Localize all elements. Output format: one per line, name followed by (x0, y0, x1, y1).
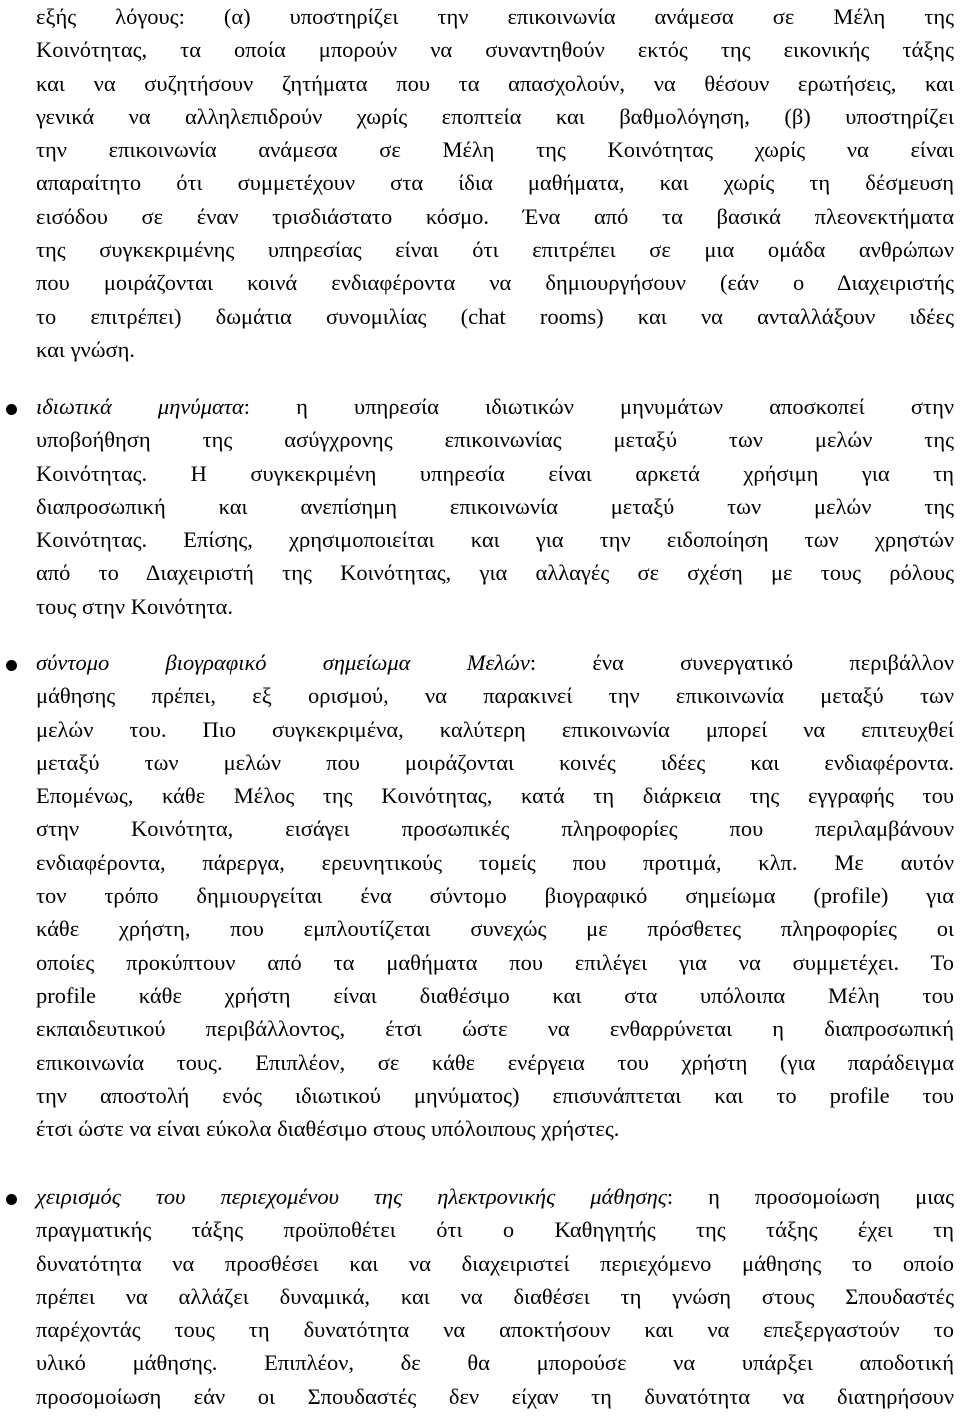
text-line: κάθε χρήστη, που εμπλουτίζεται συνεχώς με πρόσθετες πληροφορίες οι (36, 916, 954, 942)
item-heading: σύντομο βιογραφικό σημείωμα Μελών (36, 650, 530, 675)
text-line: που μοιράζονται κοινά ενδιαφέροντα να δημιουργήσουν (εάν ο Διαχειριστής (36, 270, 954, 296)
text-line: έτσι ώστε να είναι εύκολα διαθέσιμο στους υπόλοιπους χρήστες. (36, 1116, 620, 1142)
text-line: πραγματικής τάξης προϋποθέτει ότι ο Καθηγητής της τάξης έχει τη (36, 1217, 954, 1243)
text-line: και γνώση. (36, 336, 136, 362)
text-line: εισόδου σε έναν τρισδιάστατο κόσμο. Ένα από τα βασικά πλεονεκτήματα (36, 203, 954, 229)
item-heading-rest: : η προσομοίωση μιας (666, 1184, 955, 1209)
text-line: Κοινότητας, τα οποία μπορούν να συναντηθούν εκτός της εικονικής τάξης (36, 37, 954, 63)
text-line: απαραίτητο ότι συμμετέχουν στα ίδια μαθήματα, και χωρίς τη δέσμευση (36, 170, 954, 196)
text-line: από το Διαχειριστή της Κοινότητας, για αλλαγές σε σχέση με τους ρόλους (36, 560, 954, 586)
text-line: υλικό μάθησης. Επιπλέον, δε θα μπορούσε να υπάρξει αποδοτική (36, 1350, 954, 1376)
text-line: Κοινότητας. Επίσης, χρησιμοποιείται και για την ειδοποίηση των χρηστών (36, 527, 954, 553)
item-heading: χειρισμός του περιεχομένου της ηλεκτρονικής μάθησης (36, 1184, 667, 1209)
item-heading: ιδιωτικά μηνύματα (36, 394, 244, 419)
bullet-icon (6, 660, 17, 671)
text-line: τους στην Κοινότητα. (36, 593, 233, 619)
text-line: διαπροσωπική και ανεπίσημη επικοινωνία μεταξύ των μελών της (36, 493, 954, 519)
text-line: Επομένως, κάθε Μέλος της Κοινότητας, κατά τη διάρκεια της εγγραφής του (36, 783, 954, 809)
text-line: την επικοινωνία ανάμεσα σε Μέλη της Κοινότητας χωρίς να είναι (36, 137, 954, 163)
text-line: υποβοήθηση της ασύγχρονης επικοινωνίας μεταξύ των μελών της (36, 427, 954, 453)
text-line: πρέπει να αλλάζει δυναμικά, και να διαθέσει τη γνώση στους Σπουδαστές (36, 1283, 954, 1309)
text-line: γενικά να αλληλεπιδρούν χωρίς εποπτεία και βαθμολόγηση, (β) υποστηρίζει (36, 103, 954, 129)
text-line (36, 646, 954, 679)
text-line: εξής λόγους: (α) υποστηρίζει την επικοινωνία ανάμεσα σε Μέλη της (36, 4, 954, 29)
text-line: στην Κοινότητα, εισάγει προσωπικές πληροφορίες που περιλαμβάνουν (36, 816, 954, 842)
text-line: ενδιαφέροντα, πάρεργα, ερευνητικούς τομείς που προτιμά, κλπ. Με αυτόν (36, 849, 954, 875)
text-line: την αποστολή ενός ιδιωτικού μηνύματος) επισυνάπτεται και το profile του (36, 1082, 954, 1108)
text-line: μελών του. Πιο συγκεκριμένα, καλύτερη επικοινωνία μπορεί να επιτευχθεί (36, 716, 954, 742)
text-line: επικοινωνία τους. Επιπλέον, σε κάθε ενέργεια του χρήστη (για παράδειγμα (36, 1049, 954, 1075)
list-item-member-profile (36, 646, 954, 1145)
intro-paragraph (36, 0, 954, 366)
list-item-private-messages (36, 390, 954, 623)
text-line: μάθησης πρέπει, εξ ορισμού, να παρακινεί την επικοινωνία μεταξύ των (36, 683, 954, 709)
text-line: μεταξύ των μελών που μοιράζονται κοινές ιδέες και ενδιαφέροντα. (36, 749, 954, 775)
text-line: δυνατότητα να προσθέσει και να διαχειριστεί περιεχόμενο μάθησης το οποίο (36, 1250, 954, 1276)
text-line (36, 390, 954, 423)
text-line: και να συζητήσουν ζητήματα που τα απασχολούν, να θέσουν ερωτήσεις, και (36, 70, 954, 96)
list-item-content-handling (36, 1180, 954, 1413)
text-line: προσομοίωση εάν οι Σπουδαστές δεν είχαν τη δυνατότητα να διατηρήσουν (36, 1383, 954, 1409)
item-heading-rest: : ένα συνεργατικό περιβάλλον (529, 650, 954, 675)
bullet-icon (6, 404, 17, 415)
text-line: παρέχοντάς τους τη δυνατότητα να αποκτήσουν και να επεξεργαστούν το (36, 1317, 954, 1343)
text-line: το επιτρέπει) δωμάτια συνομιλίας (chat rooms) και να ανταλλάξουν ιδέες (36, 303, 954, 329)
text-line: οποίες προκύπτουν από τα μαθήματα που επιλέγει για να συμμετέχει. Το (36, 949, 954, 975)
text-line: profile κάθε χρήστη είναι διαθέσιμο και στα υπόλοιπα Μέλη του (36, 982, 954, 1008)
text-line (36, 1180, 954, 1213)
item-heading-rest: : η υπηρεσία ιδιωτικών μηνυμάτων αποσκοπεί στην (243, 394, 955, 419)
text-line: Κοινότητας. Η συγκεκριμένη υπηρεσία είναι αρκετά χρήσιμη για τη (36, 460, 954, 486)
text-line: της συγκεκριμένης υπηρεσίας είναι ότι επιτρέπει σε μια ομάδα ανθρώπων (36, 237, 954, 263)
text-line: εκπαιδευτικού περιβάλλοντος, έτσι ώστε να ενθαρρύνεται η διαπροσωπική (36, 1016, 954, 1042)
text-line: τον τρόπο δημιουργείται ένα σύντομο βιογραφικό σημείωμα (profile) για (36, 883, 954, 909)
bullet-icon (6, 1194, 17, 1205)
